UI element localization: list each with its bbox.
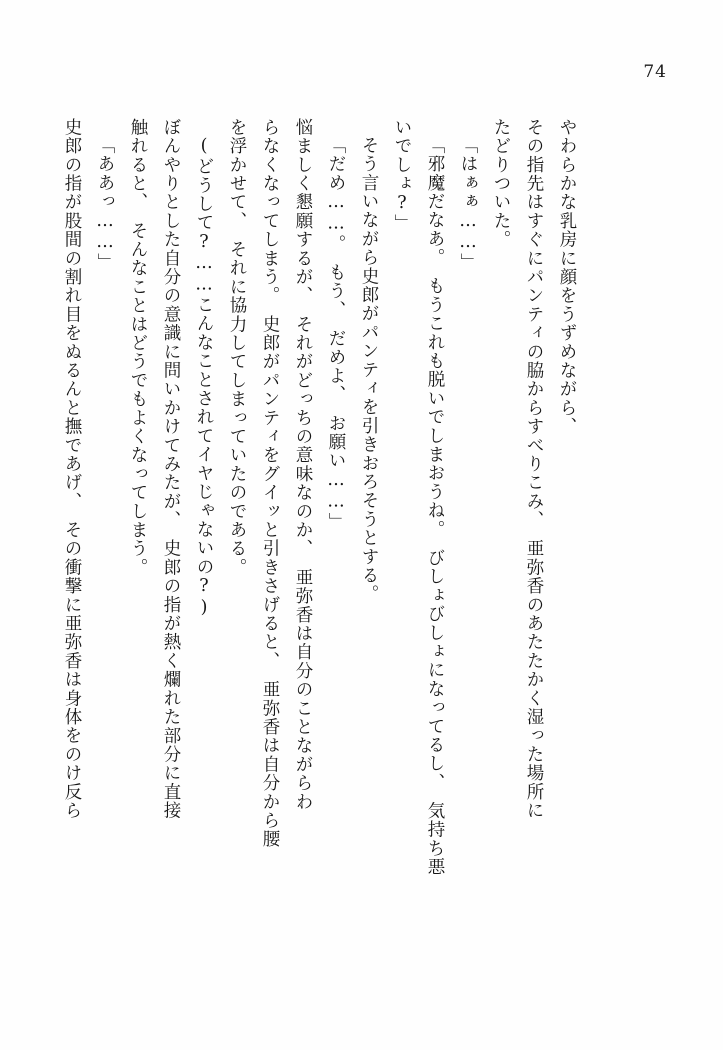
text-line: 触れると、 そんなことはどうでもよくなってしまう。 — [128, 118, 148, 577]
text-line: たどりついた。 — [491, 118, 511, 249]
text-line: 悩ましく懇願するが、 それがどっちの意味なのか、 亜弥香は自分のことながらわ — [293, 118, 313, 812]
text-line: ぼんやりとした自分の意識に問いかけてみたが、 史郎の指が熱く爛れた部分に直接 — [161, 118, 181, 820]
text-line: 「ああっ……」 — [95, 136, 115, 272]
text-line: 史郎の指が股間の割れ目をぬるんと撫であげ、 その衝撃に亜弥香は身体をのけ反ら — [62, 118, 82, 820]
text-line: 「邪魔だなあ。 もうこれも脱いでしまおうね。 びしょびしょになってるし、 気持ち悪 — [425, 136, 445, 877]
text-line: いでしょ?」 — [392, 118, 412, 233]
text-line: やわらかな乳房に顔をうずめながら、 — [557, 118, 577, 436]
text-line: を浮かせて、 それに協力してしまっていたのである。 — [227, 118, 247, 577]
text-line: 「だめ……。 もう、 だめよ、 お願い……」 — [326, 136, 346, 532]
text-line: 「はぁぁ……」 — [458, 136, 478, 272]
text-line: (どうして?……こんなことされてイヤじゃないの?) — [194, 136, 214, 619]
text-line: その指先はすぐにパンティの脇からすべりこみ、 亜弥香のあたたかく湿った場所に — [524, 118, 544, 820]
text-line: らなくなってしまう。 史郎がパンティをグイッと引きさげると、 亜弥香は自分から腰 — [260, 118, 280, 849]
vertical-text-block — [55, 118, 675, 953]
text-line: そう言いながら史郎がパンティを引きおろそうとする。 — [359, 136, 379, 604]
page-number: 74 — [643, 62, 667, 82]
